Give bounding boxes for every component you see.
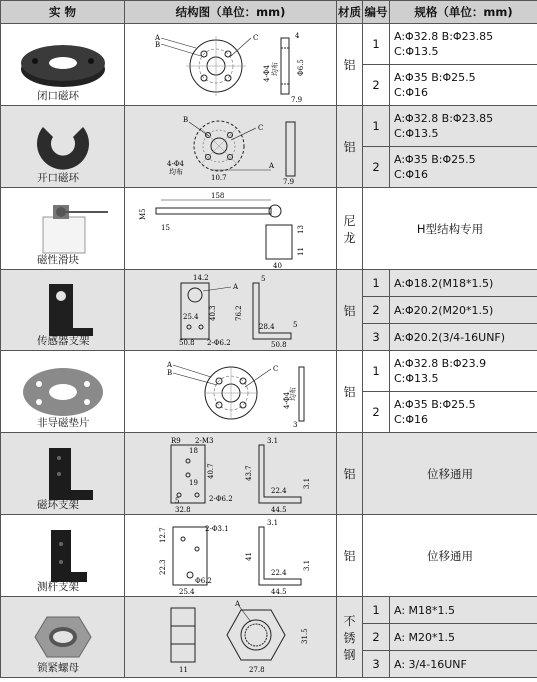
- open-ring-drawing: [131, 108, 331, 186]
- sensor-bracket-drawing: [131, 271, 331, 349]
- spec-cell: [390, 65, 537, 106]
- product-photo-cell: [1, 106, 125, 188]
- spec-number: 1: [363, 106, 390, 147]
- drawing-label: 4: [294, 31, 299, 40]
- header-spec: 规格（单位：mm): [390, 1, 537, 24]
- material-cell: 铝: [337, 433, 363, 515]
- drawing-label: 19: [188, 478, 198, 487]
- spec-line: C:Φ16: [394, 86, 429, 99]
- product-row: [1, 188, 537, 270]
- header-drawing: 结构图（单位：mm): [125, 1, 337, 24]
- drawing-label: 43.7: [244, 464, 253, 481]
- product-row: [1, 24, 537, 65]
- drawing-label: A: [154, 33, 160, 42]
- drawing-label: B: [182, 115, 188, 124]
- spec-cell: [390, 624, 537, 651]
- drawing-label: 均布: [288, 386, 297, 401]
- material-cell: 铝: [337, 351, 363, 433]
- drawing-label: 3.1: [266, 436, 278, 445]
- closed-ring-drawing: [131, 26, 331, 104]
- spec-cell: [390, 147, 537, 188]
- product-row: [1, 106, 537, 147]
- spec-line: A:Φ18.2(M18*1.5): [394, 276, 494, 290]
- spec-number: 1: [363, 597, 390, 624]
- spec-line: A: M20*1.5: [394, 630, 456, 644]
- drawing-label: 5: [174, 496, 179, 505]
- spec-cell: [390, 270, 537, 297]
- spec-cell: [390, 324, 537, 351]
- product-row: [1, 351, 537, 392]
- drawing-label: 31.5: [300, 628, 309, 644]
- drawing-label: 28.4: [258, 323, 275, 331]
- drawing-label: Φ6.2: [194, 576, 212, 585]
- drawing-label: 2-Φ3.1: [204, 524, 229, 533]
- drawing-label: 2-Φ6.2: [208, 494, 233, 503]
- spec-cell: [390, 106, 537, 147]
- material-cell: 铝: [337, 270, 363, 351]
- spec-number: 3: [363, 651, 390, 678]
- spec-line: C:Φ13.5: [394, 45, 439, 58]
- drawing-label: 40.7: [206, 462, 215, 479]
- material-cell: 铝: [337, 515, 363, 597]
- product-photo-cell: [1, 515, 125, 597]
- material-cell: 不 锈 钢: [337, 597, 363, 678]
- spec-number: 2: [363, 65, 390, 106]
- product-row: [1, 597, 537, 624]
- spec-line: A:Φ32.8 B:Φ23.85: [394, 30, 494, 43]
- product-photo-cell: [1, 188, 125, 270]
- spec-line: A:Φ20.2(3/4-16UNF): [394, 330, 506, 344]
- drawing-label: 50.8: [178, 339, 195, 347]
- header-photo: 实 物: [1, 1, 125, 24]
- spec-line: A:Φ35 B:Φ25.5: [394, 398, 476, 411]
- drawing-cell: [125, 597, 337, 678]
- product-name: 传感器支架: [37, 335, 90, 347]
- drawing-label: B: [166, 368, 172, 377]
- lock-nut-drawing: [131, 598, 331, 676]
- drawing-label: 7.9: [282, 177, 294, 186]
- product-name: 锁紧螺母: [37, 662, 79, 674]
- drawing-label: R9: [170, 436, 181, 445]
- product-name: 测杆支架: [37, 581, 79, 593]
- drawing-label: 18: [188, 446, 198, 455]
- drawing-label: 10.7: [210, 173, 227, 182]
- drawing-label: 76.2: [234, 305, 243, 321]
- drawing-label: A: [234, 600, 240, 608]
- drawing-label: A: [268, 161, 274, 170]
- drawing-label: 3.1: [266, 518, 278, 527]
- spec-line: A:Φ35 B:Φ25.5: [394, 153, 476, 166]
- drawing-label: C: [257, 123, 263, 132]
- drawing-label: 11: [178, 666, 188, 674]
- spec-merged: 位移通用: [363, 433, 537, 515]
- spacer-drawing: [131, 353, 331, 431]
- drawing-label: A: [232, 283, 238, 291]
- product-row: [1, 433, 537, 515]
- drawing-label: 25.4: [178, 587, 195, 595]
- product-row: [1, 515, 537, 597]
- spec-cell: [390, 651, 537, 678]
- drawing-label: 44.5: [270, 505, 287, 513]
- spec-number: 2: [363, 297, 390, 324]
- drawing-label: C: [252, 33, 258, 42]
- drawing-label: 7.9: [290, 95, 302, 104]
- spec-number: 2: [363, 392, 390, 433]
- spec-line: A:Φ32.8 B:Φ23.85: [394, 112, 494, 125]
- drawing-cell: [125, 188, 337, 270]
- drawing-label: 40.3: [208, 305, 217, 321]
- ring-bracket-drawing: [131, 435, 331, 513]
- drawing-label: M5: [138, 207, 147, 220]
- drawing-label: 13: [296, 224, 305, 234]
- material-cell: 铝: [337, 106, 363, 188]
- header-number: 编号: [363, 1, 390, 24]
- spec-number: 1: [363, 351, 390, 392]
- drawing-cell: [125, 433, 337, 515]
- spec-cell: [390, 297, 537, 324]
- drawing-cell: [125, 270, 337, 351]
- drawing-label: 25.4: [182, 313, 199, 321]
- spec-cell: [390, 351, 537, 392]
- drawing-label: 50.8: [270, 341, 287, 349]
- spec-merged: 位移通用: [363, 515, 537, 597]
- drawing-label: 4-Φ4: [282, 391, 291, 409]
- drawing-label: 12.7: [158, 526, 167, 543]
- drawing-label: 158: [210, 191, 224, 200]
- spec-number: 2: [363, 147, 390, 188]
- drawing-label: 5: [292, 321, 297, 329]
- drawing-label: 3.1: [302, 559, 311, 571]
- drawing-cell: [125, 106, 337, 188]
- product-photo-cell: [1, 24, 125, 106]
- rod-bracket-drawing: [131, 517, 331, 595]
- drawing-label: 22.4: [270, 486, 287, 495]
- product-photo-cell: [1, 597, 125, 678]
- spec-line: A: M18*1.5: [394, 603, 456, 617]
- spec-line: C:Φ13.5: [394, 372, 439, 385]
- product-photo-cell: [1, 270, 125, 351]
- drawing-label: 11: [296, 246, 305, 256]
- drawing-label: 22.4: [270, 568, 287, 577]
- drawing-label: 44.5: [270, 587, 287, 595]
- drawing-cell: [125, 515, 337, 597]
- spec-number: 3: [363, 324, 390, 351]
- drawing-label: 3.1: [302, 477, 311, 489]
- drawing-label: 41: [244, 551, 253, 561]
- spec-merged: H型结构专用: [363, 188, 537, 270]
- spec-line: A:Φ32.8 B:Φ23.9: [394, 357, 487, 370]
- header-material: 材质: [337, 1, 363, 24]
- drawing-label: 3: [292, 420, 297, 429]
- drawing-label: Φ6.5: [296, 58, 305, 76]
- drawing-label: 2-Φ6.2: [206, 339, 231, 347]
- spec-line: C:Φ13.5: [394, 127, 439, 140]
- drawing-label: 5: [260, 275, 265, 283]
- drawing-label: 4-Φ4: [166, 159, 184, 168]
- product-name: 磁环支架: [37, 499, 79, 511]
- drawing-label: 4-Φ4: [262, 64, 271, 82]
- product-row: [1, 270, 537, 297]
- drawing-label: 14.2: [192, 274, 209, 282]
- spec-line: A:Φ35 B:Φ25.5: [394, 71, 476, 84]
- drawing-label: 40: [272, 261, 282, 268]
- drawing-label: 均布: [270, 61, 279, 76]
- spec-line: C:Φ16: [394, 413, 429, 426]
- material-cell: 铝: [337, 24, 363, 106]
- spec-cell: [390, 392, 537, 433]
- product-name: 闭口磁环: [37, 90, 79, 102]
- drawing-cell: [125, 351, 337, 433]
- drawing-label: 2-M3: [194, 436, 213, 445]
- material-cell: 尼 龙: [337, 188, 363, 270]
- spec-cell: [390, 597, 537, 624]
- spec-line: C:Φ16: [394, 168, 429, 181]
- product-name: 非导磁垫片: [37, 417, 90, 429]
- header-row: [1, 1, 537, 24]
- product-photo-cell: [1, 433, 125, 515]
- spec-number: 1: [363, 24, 390, 65]
- drawing-label: 32.8: [174, 505, 191, 513]
- product-name: 开口磁环: [37, 172, 79, 184]
- drawing-label: 22.3: [158, 558, 167, 575]
- spec-line: A: 3/4-16UNF: [394, 657, 467, 671]
- spec-line: A:Φ20.2(M20*1.5): [394, 303, 494, 317]
- drawing-label: 均布: [168, 167, 183, 176]
- spec-number: 1: [363, 270, 390, 297]
- spec-cell: [390, 24, 537, 65]
- slider-drawing: [131, 190, 331, 268]
- product-name: 磁性滑块: [37, 254, 79, 266]
- spec-number: 2: [363, 624, 390, 651]
- drawing-cell: [125, 24, 337, 106]
- drawing-label: 27.8: [248, 666, 265, 674]
- drawing-label: A: [166, 360, 172, 369]
- drawing-label: 15: [160, 223, 170, 232]
- product-photo-cell: [1, 351, 125, 433]
- drawing-label: C: [272, 364, 278, 373]
- drawing-label: B: [154, 40, 160, 49]
